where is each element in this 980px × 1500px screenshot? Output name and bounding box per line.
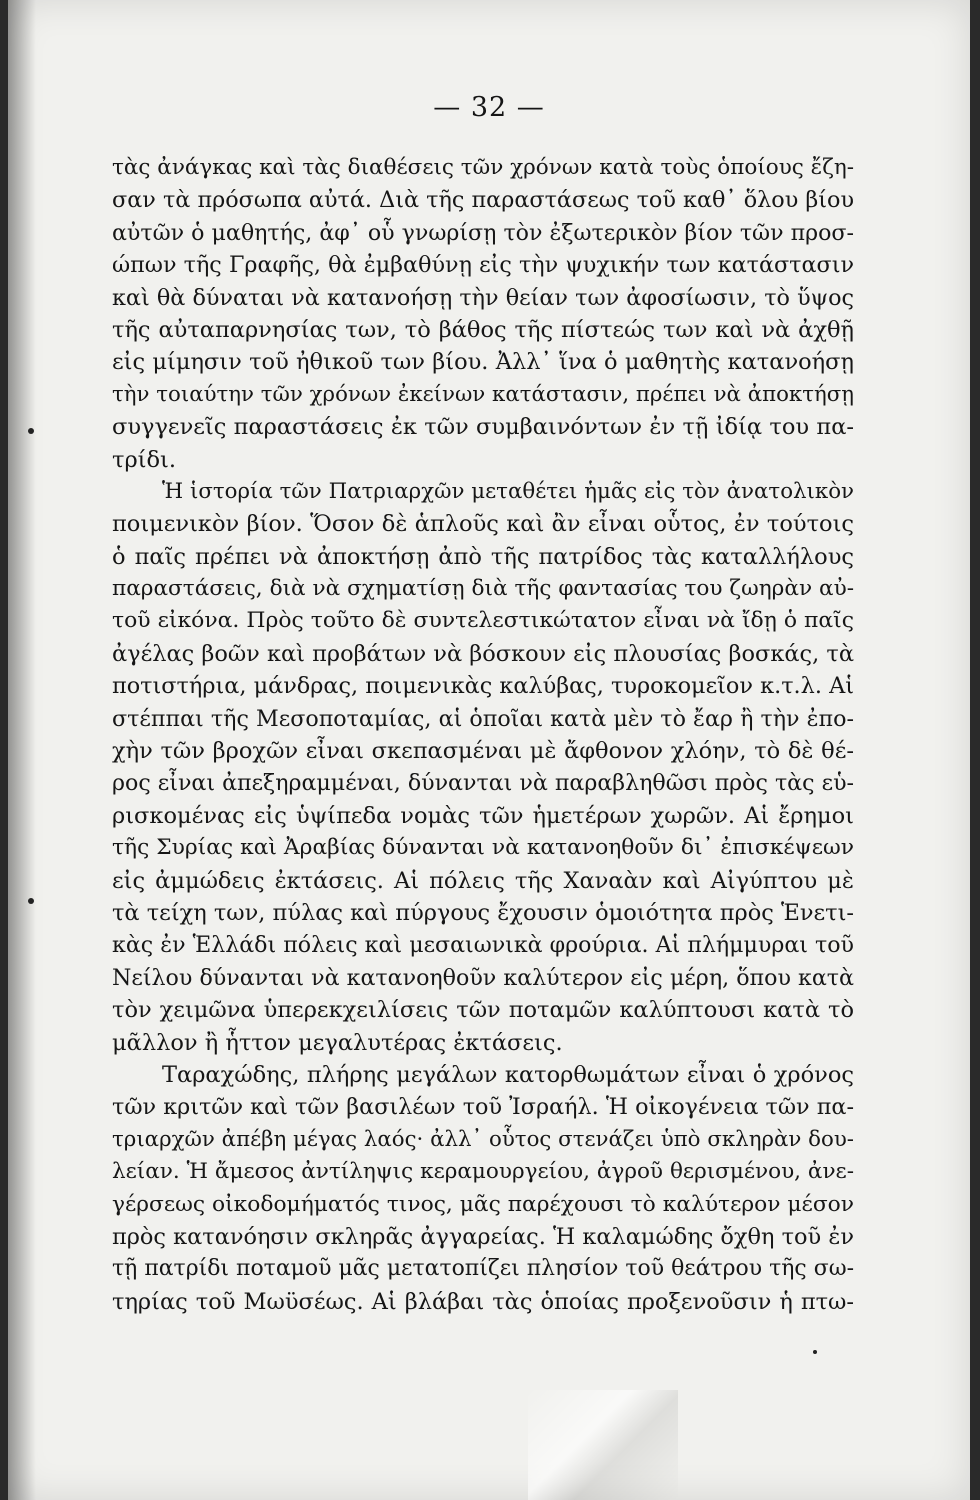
text-line: σαν τὰ πρόσωπα αὐτά. Διὰ τῆς παραστάσεως τοῦ καθ᾽ ὅλου βίου xyxy=(112,187,854,214)
text-line: τὰς ἀνάγκας καὶ τὰς διαθέσεις τῶν χρόνων κατὰ τοὺς ὁποίους ἔζη- xyxy=(112,155,854,180)
text-line: τῆς αὐταπαρνησίας των, τὸ βάθος τῆς πίστεώς των καὶ νὰ ἀχθῇ xyxy=(112,316,854,343)
ink-speck xyxy=(813,1350,817,1354)
text-line: χὴν τῶν βροχῶν εἶναι σκεπασμέναι μὲ ἄφθονον χλόην, τὸ δὲ θέ- xyxy=(112,738,854,765)
text-line: τριαρχῶν ἀπέβη μέγας λαός· ἀλλ᾽ οὗτος στενάζει ὑπὸ σκληρὰν δου- xyxy=(112,1126,854,1152)
text-line: τηρίας τοῦ Μωϋσέως. Αἱ βλάβαι τὰς ὁποίας προξενοῦσιν ἡ πτω- xyxy=(112,1288,854,1315)
text-line: στέππαι τῆς Μεσοποταμίας, αἱ ὁποῖαι κατὰ μὲν τὸ ἔαρ ἢ τὴν ἐπο- xyxy=(112,705,854,732)
paper-crease xyxy=(528,1390,678,1500)
text-line: λείαν. Ἡ ἄμεσος ἀντίληψις κεραμουργείου, ἀγροῦ θερισμένου, ἀνε- xyxy=(112,1159,854,1185)
text-line: εἰς μίμησιν τοῦ ἠθικοῦ των βίου. Ἀλλ᾽ ἵνα ὁ μαθητὴς κατανοήσῃ xyxy=(112,349,854,376)
text-line: ποτιστήρια, μάνδρας, ποιμενικὰς καλύβας, τυροκομεῖον κ.τ.λ. Αἱ xyxy=(112,673,854,700)
text-line: τὸν χειμῶνα ὑπερεκχειλίσεις τῶν ποταμῶν καλύπτουσι κατὰ τὸ xyxy=(112,997,854,1024)
text-line: τῆς Συρίας καὶ Ἀραβίας δύνανται νὰ κατανοηθοῦν δι᾽ ἐπισκέψεων xyxy=(112,835,854,861)
text-line: ρισκομένας εἰς ὑψίπεδα νομὰς τῶν ἡμετέρων χωρῶν. Αἱ ἔρημοι xyxy=(112,802,854,829)
text-line: μᾶλλον ἢ ἧττον μεγαλυτέρας ἐκτάσεις. xyxy=(112,1029,563,1056)
text-line: πρὸς κατανόησιν σκληρᾶς ἀγγαρείας. Ἡ καλαμώδης ὄχθη τοῦ ἐν xyxy=(112,1223,854,1250)
text-line: ὁ παῖς πρέπει νὰ ἀποκτήσῃ ἀπὸ τῆς πατρίδος τὰς καταλλήλους xyxy=(112,543,854,570)
text-line: Ταραχώδης, πλήρης μεγάλων κατορθωμάτων εἶναι ὁ χρόνος xyxy=(162,1061,854,1088)
page-number: — 32 — xyxy=(433,92,545,123)
book-page xyxy=(8,0,970,1500)
text-line: τρίδι. xyxy=(112,446,177,473)
body-text xyxy=(112,152,854,1318)
text-line: καὶ θὰ δύναται νὰ κατανοήσῃ τὴν θείαν των ἀφοσίωσιν, τὸ ὕψος xyxy=(112,284,854,311)
text-line: τῶν κριτῶν καὶ τῶν βασιλέων τοῦ Ἰσραήλ. Ἡ οἰκογένεια τῶν πα- xyxy=(112,1094,854,1121)
binding-shadow xyxy=(8,0,36,1500)
ink-speck xyxy=(28,428,34,434)
text-line: ρος εἶναι ἀπεξηραμμέναι, δύνανται νὰ παραβληθῶσι πρὸς τὰς εὑ- xyxy=(112,770,854,797)
text-line: ώπων τῆς Γραφῆς, θὰ ἐμβαθύνῃ εἰς τὴν ψυχικήν των κατάστασιν xyxy=(112,252,854,279)
text-line: τὴν τοιαύτην τῶν χρόνων ἐκείνων κατάστασιν, πρέπει νὰ ἀποκτήσῃ xyxy=(112,381,854,407)
text-line: τῇ πατρίδι ποταμοῦ μᾶς μετατοπίζει πλησίον τοῦ θεάτρου τῆς σω- xyxy=(112,1256,854,1282)
text-line: Νείλου δύνανται νὰ κατανοηθοῦν καλύτερον εἰς μέρη, ὅπου κατὰ xyxy=(112,964,854,991)
text-line: κὰς ἐν Ἑλλάδι πόλεις καὶ μεσαιωνικὰ φρούρια. Αἱ πλήμμυραι τοῦ xyxy=(112,932,854,959)
text-line: αὐτῶν ὁ μαθητής, ἀφ᾽ οὗ γνωρίσῃ τὸν ἐξωτερικὸν βίον τῶν προσ- xyxy=(112,219,854,246)
text-line: τὰ τείχη των, πύλας καὶ πύργους ἔχουσιν ὁμοιότητα πρὸς Ἑνετι- xyxy=(112,899,854,926)
text-line: ποιμενικὸν βίον. Ὅσον δὲ ἁπλοῦς καὶ ἂν εἶναι οὗτος, ἐν τούτοις xyxy=(112,511,854,538)
text-line: συγγενεῖς παραστάσεις ἐκ τῶν συμβαινόντων ἐν τῇ ἰδίᾳ του πα- xyxy=(112,414,854,441)
text-line: τοῦ εἰκόνα. Πρὸς τοῦτο δὲ συντελεστικώτατον εἶναι νὰ ἴδῃ ὁ παῖς xyxy=(112,608,854,634)
ink-speck xyxy=(28,898,34,904)
text-line: εἰς ἀμμώδεις ἐκτάσεις. Αἱ πόλεις τῆς Χαναὰν καὶ Αἰγύπτου μὲ xyxy=(112,867,854,894)
text-line: ἀγέλας βοῶν καὶ προβάτων νὰ βόσκουν εἰς πλουσίας βοσκάς, τὰ xyxy=(112,640,854,667)
text-line: Ἡ ἱστορία τῶν Πατριαρχῶν μεταθέτει ἡμᾶς εἰς τὸν ἀνατολικὸν xyxy=(162,478,854,504)
text-line: γέρσεως οἰκοδομήματός τινος, μᾶς παρέχουσι τὸ καλύτερον μέσον xyxy=(112,1191,854,1217)
text-line: παραστάσεις, διὰ νὰ σχηματίσῃ διὰ τῆς φαντασίας του ζωηρὰν αὐ- xyxy=(112,576,854,602)
